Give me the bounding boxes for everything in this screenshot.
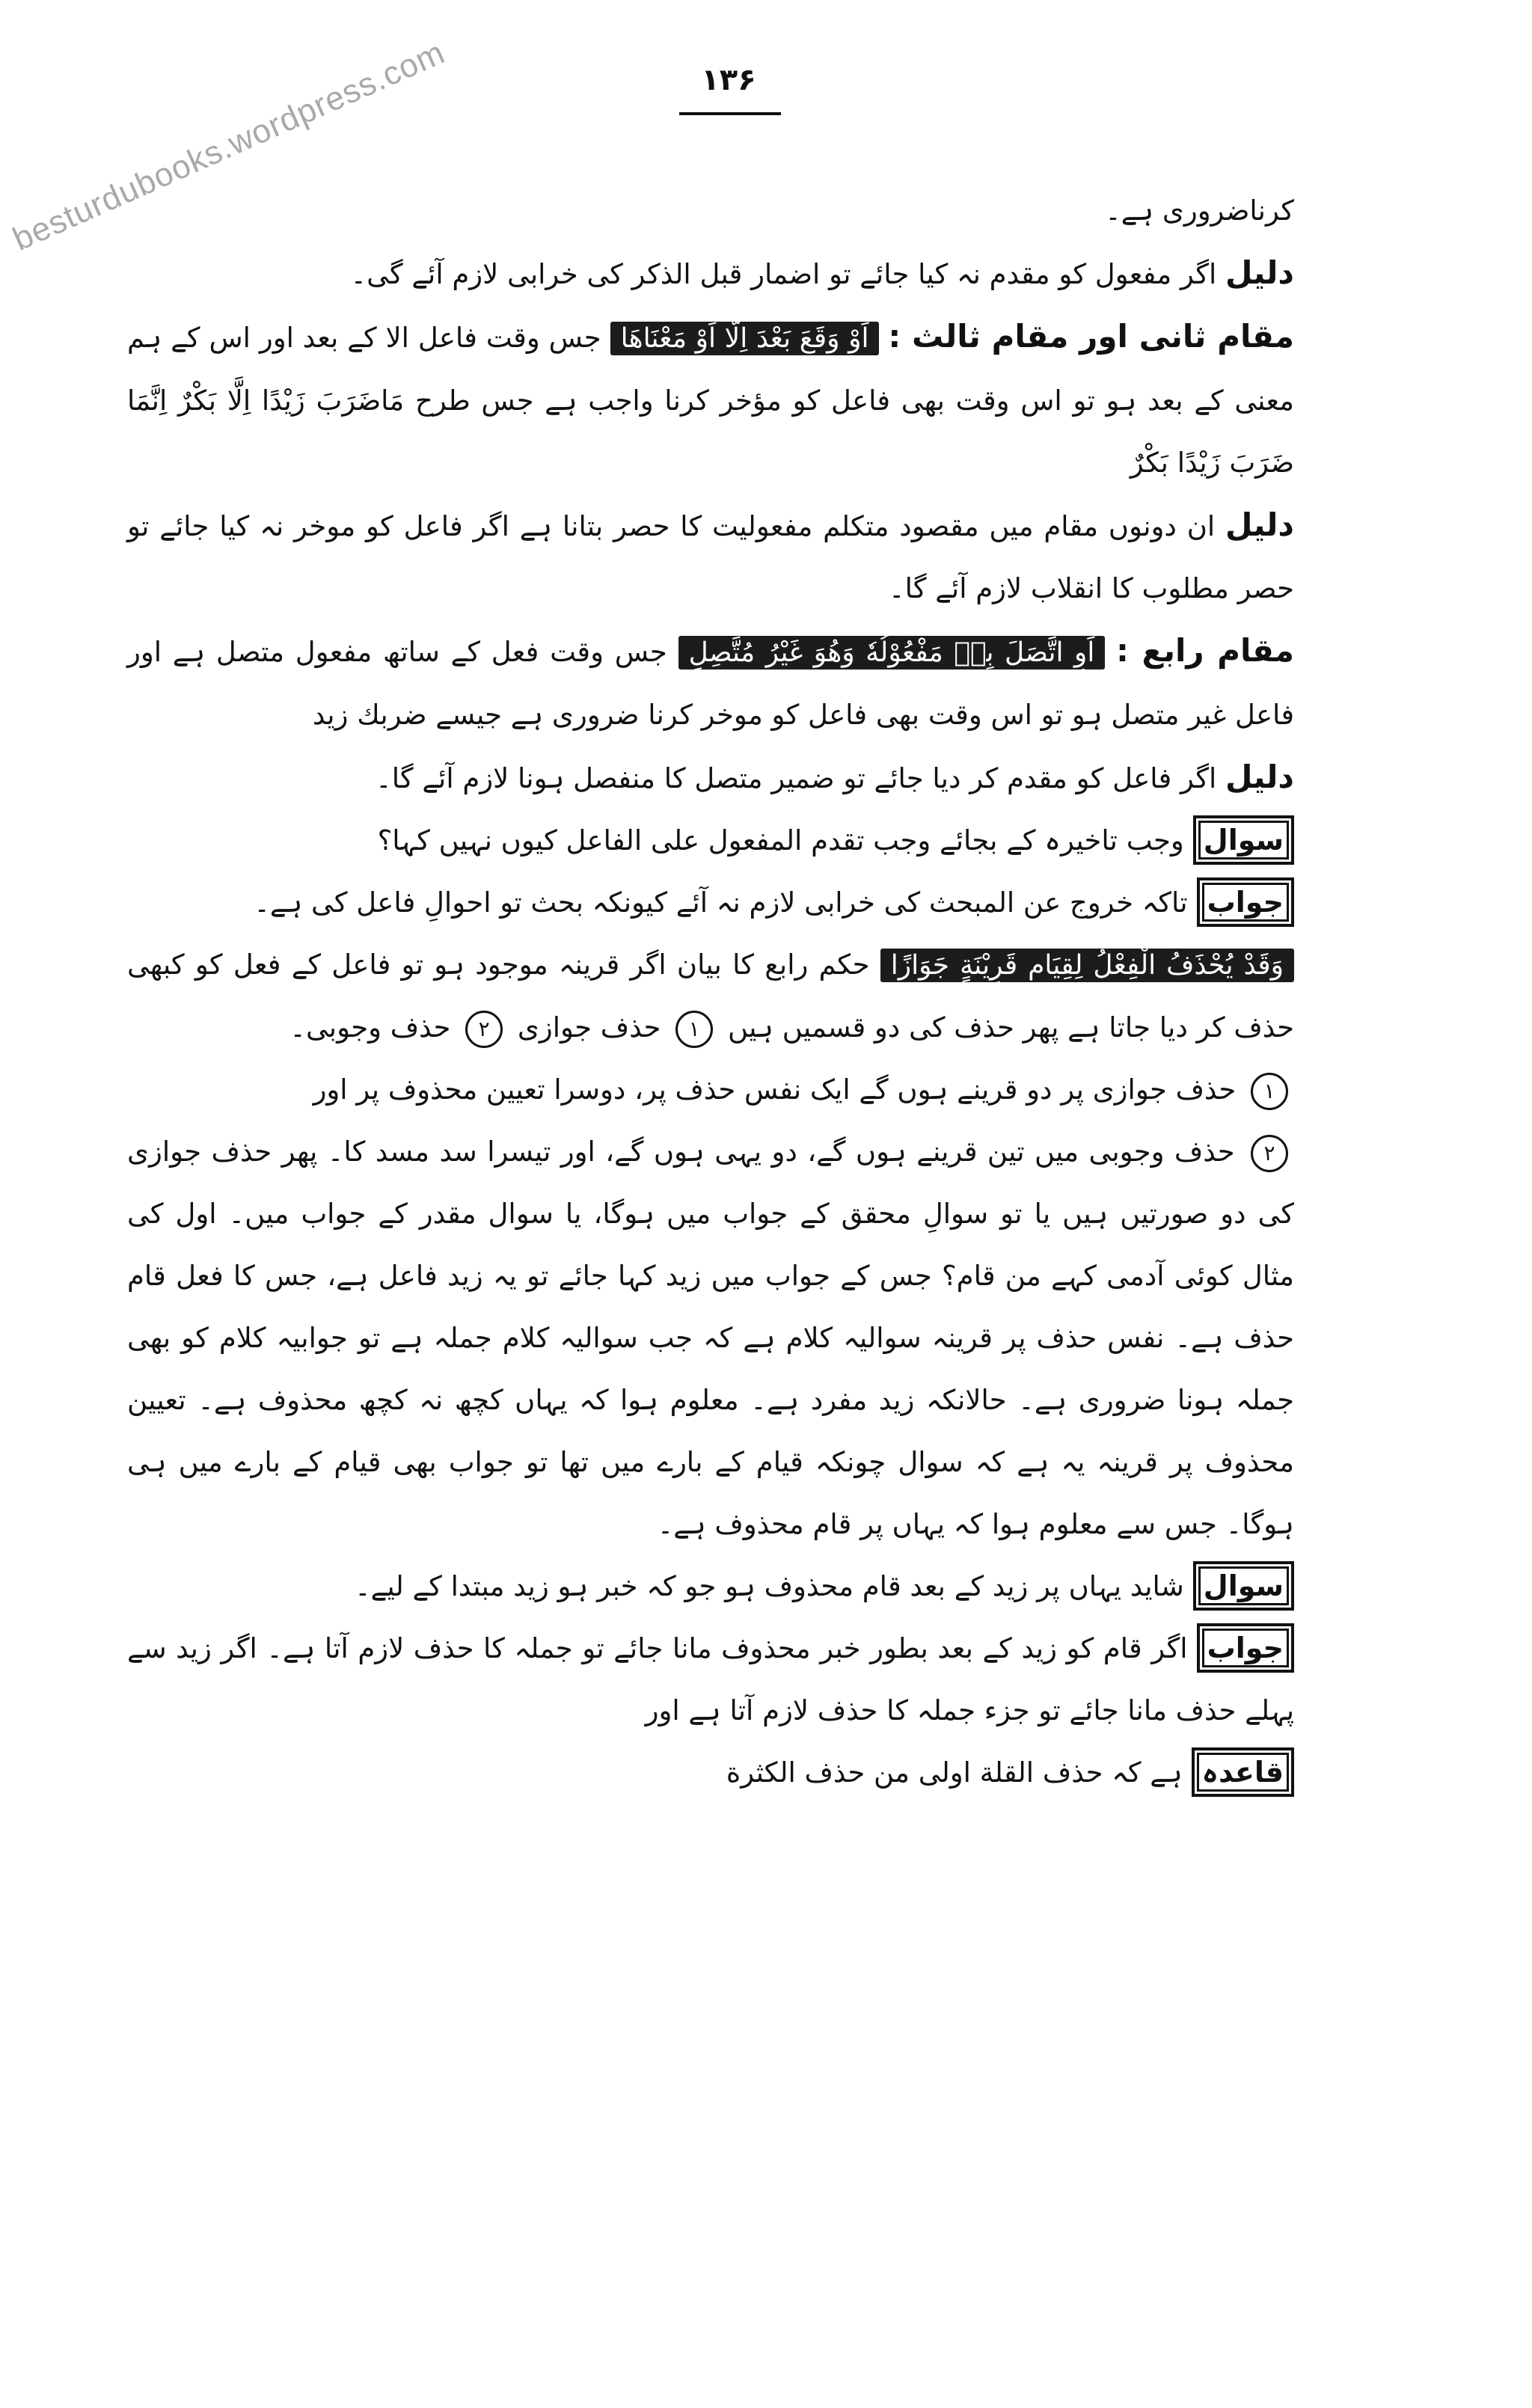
circled-number: ۲ [1251,1135,1288,1172]
paragraph-text: شاید یہاں پر زید کے بعد قام محذوف ہو جو کہ خبر ہو زید مبتدا کے لیے۔ [354,1570,1184,1602]
paragraph-text: حذف جوازی پر دو قرینے ہوں گے ایک نفس حذف پر، دوسرا تعیین محذوف پر اور [313,1073,1237,1106]
paragraph-text: ہے کہ حذف القلة اولى من حذف الكثرة [726,1756,1183,1789]
page-number-underline [679,112,781,115]
evidence-paragraph [127,494,1294,619]
answer-tag: جواب [1197,877,1294,927]
question-paragraph [127,1555,1294,1617]
question-tag: سوال [1193,815,1294,865]
paragraph-text: حذف وجوبی میں تین قرینے ہوں گے، دو یہی ہوں گے، اور تیسرا سد مسد کا۔ پھر حذف جوازی کی دو صورتیں ہیں یا تو سوالِ محقق کے جواب میں ہوگا، یا سوال مقدر کے جواب میں۔ اول کی مثال کوئی آدمی کہے من قام؟ جس کے جواب میں زید کہا جائے تو یہ زید فاعل ہے، جس کا فعل قام حذف ہے۔ نفس حذف پر قرینہ سوالیہ کلام ہے کہ جب سوالیہ کلام جملہ ہے تو جوابیہ کلام کو بھی جملہ ہونا ضروری ہے۔ حالانکہ زید مفرد ہے۔ معلوم ہوا کہ یہاں کچھ نہ کچھ محذوف ہے۔ تعیین محذوف پر قرینہ یہ ہے کہ سوال چونکہ قیام کے بارے میں تھا تو جواب بھی قیام کے بارے میں ہی ہوگا۔ جس سے معلوم ہوا کہ یہاں پر قام محذوف ہے۔ [127,1136,1294,1540]
paragraph-text: اگر فاعل کو مقدم کر دیا جائے تو ضمیر متصل کا منفصل ہونا لازم آئے گا۔ [376,762,1217,794]
evidence-paragraph [127,242,1294,305]
paragraph-text: جس وقت فاعل الا کے بعد اور اس کے ہم معنی کے بعد ہو تو اس وقت بھی فاعل کو مؤخر کرنا واجب ہے جس طرح مَاضَرَبَ زَيْدًا اِلَّا بَكْرٌ اِنَّمَا ضَرَبَ زَيْدًا بَكْرٌ [127,322,1294,479]
highlighted-arabic: اَوْ وَقَعَ بَعْدَ اِلَّا اَوْ مَعْنَاهَا [610,322,880,355]
section-heading: مقام ثانی اور مقام ثالث : [888,318,1295,355]
page-body [127,180,1294,1804]
section-paragraph [127,619,1294,746]
paragraph-text: اگر مفعول کو مقدم نہ کیا جائے تو اضمار قبل الذکر کی خرابی لازم آئے گی۔ [350,258,1217,290]
principle-paragraph [127,1741,1294,1804]
highlighted-arabic: اَوِ اتَّصَلَ بِهٖ مَفْعُوْلُهٗ وَهُوَ غَيْرُ مُتَّصِلٍ [678,636,1106,670]
principle-tag: قاعدہ [1192,1747,1294,1797]
evidence-paragraph [127,746,1294,809]
answer-tag: جواب [1197,1623,1294,1673]
section-heading: مقام رابع : [1116,632,1295,669]
question-tag: سوال [1193,1561,1294,1611]
paragraph [127,180,1294,242]
paragraph-text: جس وقت فعل کے ساتھ مفعول متصل ہے اور فاعل غیر متصل ہو تو اس وقت بھی فاعل کو موخر کرنا ضروری ہے جیسے ضربك زيد [127,636,1294,731]
paragraph-text: حکم رابع کا بیان اگر قرینہ موجود ہو تو فاعل کے فعل کو کبھی حذف کر دیا جاتا ہے پھر حذف کی دو قسمیں ہیں [127,949,1294,1044]
circled-number: ۱ [1251,1073,1288,1110]
dalil-heading: دلیل [1225,506,1294,543]
answer-paragraph [127,871,1294,934]
paragraph-text: اگر قام کو زید کے بعد بطور خبر محذوف مانا جائے تو جملہ کا حذف لازم آتا ہے۔ اگر زید سے پہلے حذف مانا جائے تو جزء جملہ کا حذف لازم آتا ہے اور [127,1632,1294,1727]
section-paragraph [127,305,1294,494]
paragraph-text: تاکہ خروج عن المبحث کی خرابی لازم نہ آئے کیونکہ بحث تو احوالِ فاعل کی ہے۔ [254,886,1188,919]
paragraph-text: ان دونوں مقام میں مقصود متکلم مفعولیت کا حصر بتانا ہے اگر فاعل کو موخر نہ کیا جائے تو حصر مطلوب کا انقلاب لازم آئے گا۔ [127,510,1294,604]
rule-paragraph [127,934,1294,1059]
dalil-heading: دلیل [1225,254,1294,291]
circled-number: ۱ [675,1011,713,1048]
highlighted-arabic: وَقَدْ يُحْذَفُ الْفِعْلُ لِقِيَامِ قَرِيْنَةٍ جَوَازًا [880,949,1294,982]
dalil-heading: دلیل [1225,759,1294,795]
paragraph-text: کرناضروری ہے۔ [1105,194,1294,227]
numbered-paragraph [127,1121,1294,1555]
paragraph-text: حذف وجوبی۔ [289,1011,451,1044]
numbered-paragraph [127,1059,1294,1121]
answer-paragraph [127,1617,1294,1741]
paragraph-text: وجب تاخیرہ کے بجائے وجب تقدم المفعول علی الفاعل کیوں نہیں کہا؟ [377,824,1184,857]
paragraph-text: حذف جوازی [517,1011,661,1044]
question-paragraph [127,809,1294,871]
watermark: besturdubooks.wordpress.com [7,34,450,258]
page-number: ۱۳۶ [701,63,756,97]
circled-number: ۲ [465,1011,503,1048]
